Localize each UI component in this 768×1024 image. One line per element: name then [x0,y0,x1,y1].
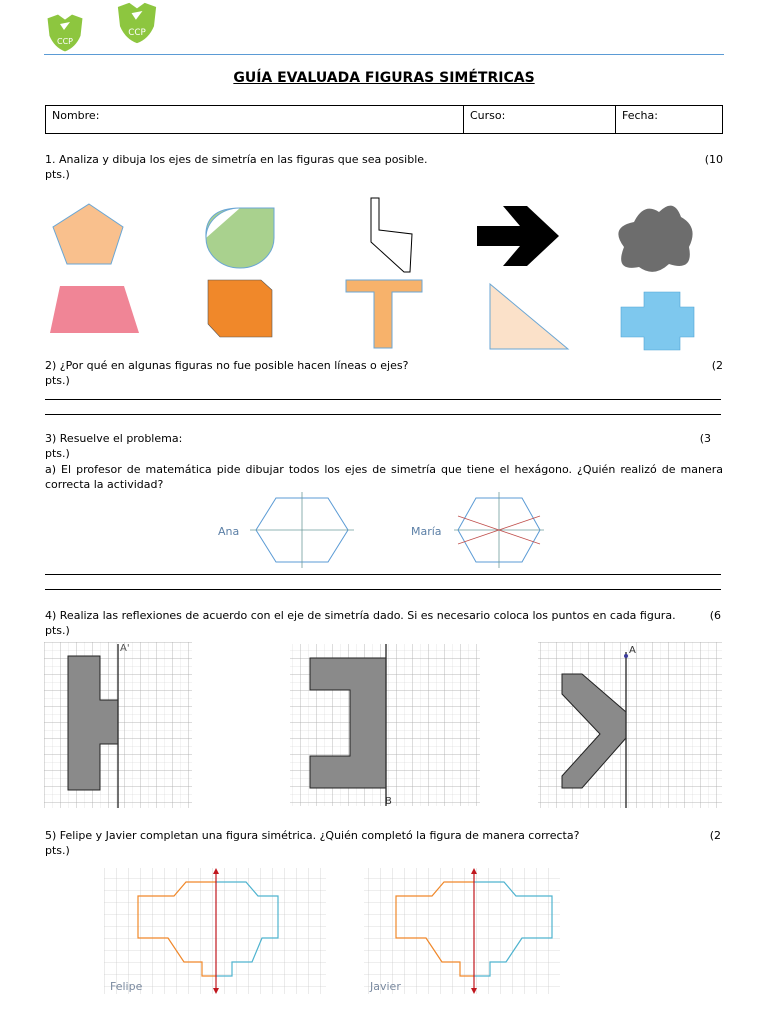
blob-shape [618,206,692,272]
hexagon-figures [200,490,560,570]
question-5: 5) Felipe y Javier completan una figura simétrica. ¿Quién completó la figura de manera correcta? (2 pts.) [45,829,721,857]
drop-shape [206,208,274,268]
question-3a: a) El profesor de matemática pide dibujar todos los ejes de simetría que tiene el hexágono. ¿Quién realizó de manera correcta la actividad? [45,463,723,491]
grid-javier [364,868,560,994]
tee-shape [346,280,422,348]
name-javier: Javier [370,980,401,993]
student-info-table [45,105,723,134]
name-field[interactable]: Nombre: [46,106,464,133]
triangle-shape [490,284,568,349]
point-label: A' [120,643,130,654]
name-maria: María [411,525,442,538]
answer-line[interactable] [45,574,721,575]
school-logo-right [114,0,160,46]
q1-figures [44,192,724,354]
answer-line[interactable] [45,414,721,415]
arrow-shape [477,206,559,266]
grid-felipe [104,868,326,994]
page-title: GUÍA EVALUADA FIGURAS SIMÉTRICAS [233,70,535,86]
point-label: A [629,645,636,656]
name-ana: Ana [218,525,240,538]
answer-line[interactable] [45,589,721,590]
question-3: 3) Resuelve el problema: (3 pts.) [45,432,711,460]
symmetric-completion-figures [104,866,564,996]
reflection-grids [44,642,724,810]
logo-text: CCP [57,37,73,46]
header-divider [44,54,724,55]
cross-shape [621,292,694,350]
l-shape [371,198,412,272]
name-felipe: Felipe [110,980,143,993]
question-1: 1. Analiza y dibuja los ejes de simetría en las figuras que sea posible. (10 pts.) [45,153,723,181]
answer-line[interactable] [45,399,721,400]
question-4: 4) Realiza las reflexiones de acuerdo con el eje de simetría dado. Si es necesario coloca los puntos en cada figura. (6 pts.) [45,609,721,637]
point-label: B [385,796,392,807]
svg-text:CCP: CCP [128,28,146,39]
school-logo-left [44,12,86,54]
octagon-shape [208,280,272,337]
pentagon-shape [53,204,123,264]
date-field[interactable]: Fecha: [622,109,658,122]
question-2: 2) ¿Por qué en algunas figuras no fue posible hacen líneas o ejes? (2 pts.) [45,359,723,387]
trapezoid-shape [50,286,139,333]
course-field[interactable]: Curso: [464,106,616,133]
